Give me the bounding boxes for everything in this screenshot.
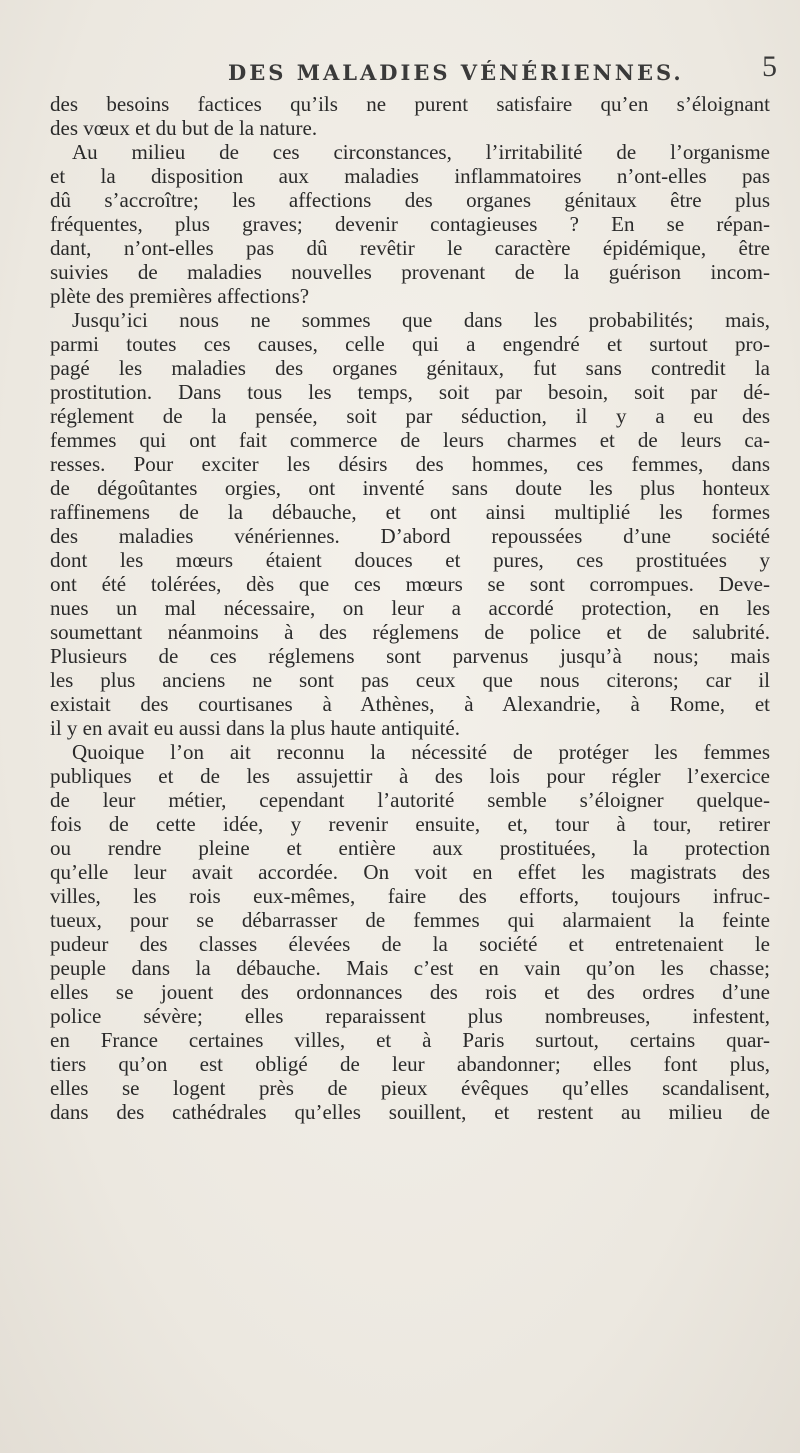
text-line: qu’elle leur avait accordée. On voit en effet les magistrats des [50,860,770,884]
text-line: fréquentes, plus graves; devenir contagieuses ? En se répan- [50,212,770,236]
text-line: de leur métier, cependant l’autorité semble s’éloigner quelque- [50,788,770,812]
text-line: parmi toutes ces causes, celle qui a engendré et surtout pro- [50,332,770,356]
text-line: en France certaines villes, et à Paris surtout, certains quar- [50,1028,770,1052]
text-line: existait des courtisanes à Athènes, à Alexandrie, à Rome, et [50,692,770,716]
text-line: ou rendre pleine et entière aux prostituées, la protection [50,836,770,860]
text-line: resses. Pour exciter les désirs des hommes, ces femmes, dans [50,452,770,476]
text-line: villes, les rois eux-mêmes, faire des efforts, toujours infruc- [50,884,770,908]
text-line: dont les mœurs étaient douces et pures, ces prostituées y [50,548,770,572]
text-line: peuple dans la débauche. Mais c’est en vain qu’on les chasse; [50,956,770,980]
text-line: dû s’accroître; les affections des organes génitaux être plus [50,188,770,212]
text-line: Quoique l’on ait reconnu la nécessité de protéger les femmes [72,740,770,764]
text-line: raffinemens de la débauche, et ont ainsi multiplié les formes [50,500,770,524]
text-line: pudeur des classes élevées de la société et entretenaient le [50,932,770,956]
text-line: des besoins factices qu’ils ne purent satisfaire qu’en s’éloignant [50,92,770,116]
text-line: des maladies vénériennes. D’abord repoussées d’une société [50,524,770,548]
body-text [50,92,770,1124]
text-line: fois de cette idée, y revenir ensuite, et, tour à tour, retirer [50,812,770,836]
text-line: les plus anciens ne sont pas ceux que nous citerons; car il [50,668,770,692]
page-number: 5 [762,50,777,83]
text-line: elles se logent près de pieux évêques qu’elles scandalisent, [50,1076,770,1100]
text-line: pagé les maladies des organes génitaux, fut sans contredit la [50,356,770,380]
text-line: de dégoûtantes orgies, ont inventé sans doute les plus honteux [50,476,770,500]
text-line: tueux, pour se débarrasser de femmes qui alarmaient la feinte [50,908,770,932]
text-line: Au milieu de ces circonstances, l’irritabilité de l’organisme [72,140,770,164]
text-line: suivies de maladies nouvelles provenant de la guérison incom- [50,260,770,284]
text-line: il y en avait eu aussi dans la plus haute antiquité. [50,716,460,740]
running-title: DES MALADIES VÉNÉRIENNES. [228,60,684,85]
text-line: ont été tolérées, dès que ces mœurs se sont corrompues. Deve- [50,572,770,596]
text-line: dans des cathédrales qu’elles souillent, et restent au milieu de [50,1100,770,1124]
text-line: réglement de la pensée, soit par séduction, il y a eu des [50,404,770,428]
text-line: Plusieurs de ces réglemens sont parvenus jusqu’à nous; mais [50,644,770,668]
text-line: nues un mal nécessaire, on leur a accordé protection, en les [50,596,770,620]
text-line: prostitution. Dans tous les temps, soit par besoin, soit par dé- [50,380,770,404]
text-line: publiques et de les assujettir à des lois pour régler l’exercice [50,764,770,788]
text-line: des vœux et du but de la nature. [50,116,318,140]
text-line: elles se jouent des ordonnances des rois et des ordres d’une [50,980,770,1004]
text-line: plète des premières affections? [50,284,310,308]
text-line: dant, n’ont-elles pas dû revêtir le caractère épidémique, être [50,236,770,260]
text-line: Jusqu’ici nous ne sommes que dans les probabilités; mais, [72,308,770,332]
text-line: police sévère; elles reparaissent plus nombreuses, infestent, [50,1004,770,1028]
text-line: tiers qu’on est obligé de leur abandonner; elles font plus, [50,1052,770,1076]
text-line: femmes qui ont fait commerce de leurs charmes et de leurs ca- [50,428,770,452]
text-line: et la disposition aux maladies inflammatoires n’ont-elles pas [50,164,770,188]
text-line: soumettant néanmoins à des réglemens de police et de salubrité. [50,620,770,644]
